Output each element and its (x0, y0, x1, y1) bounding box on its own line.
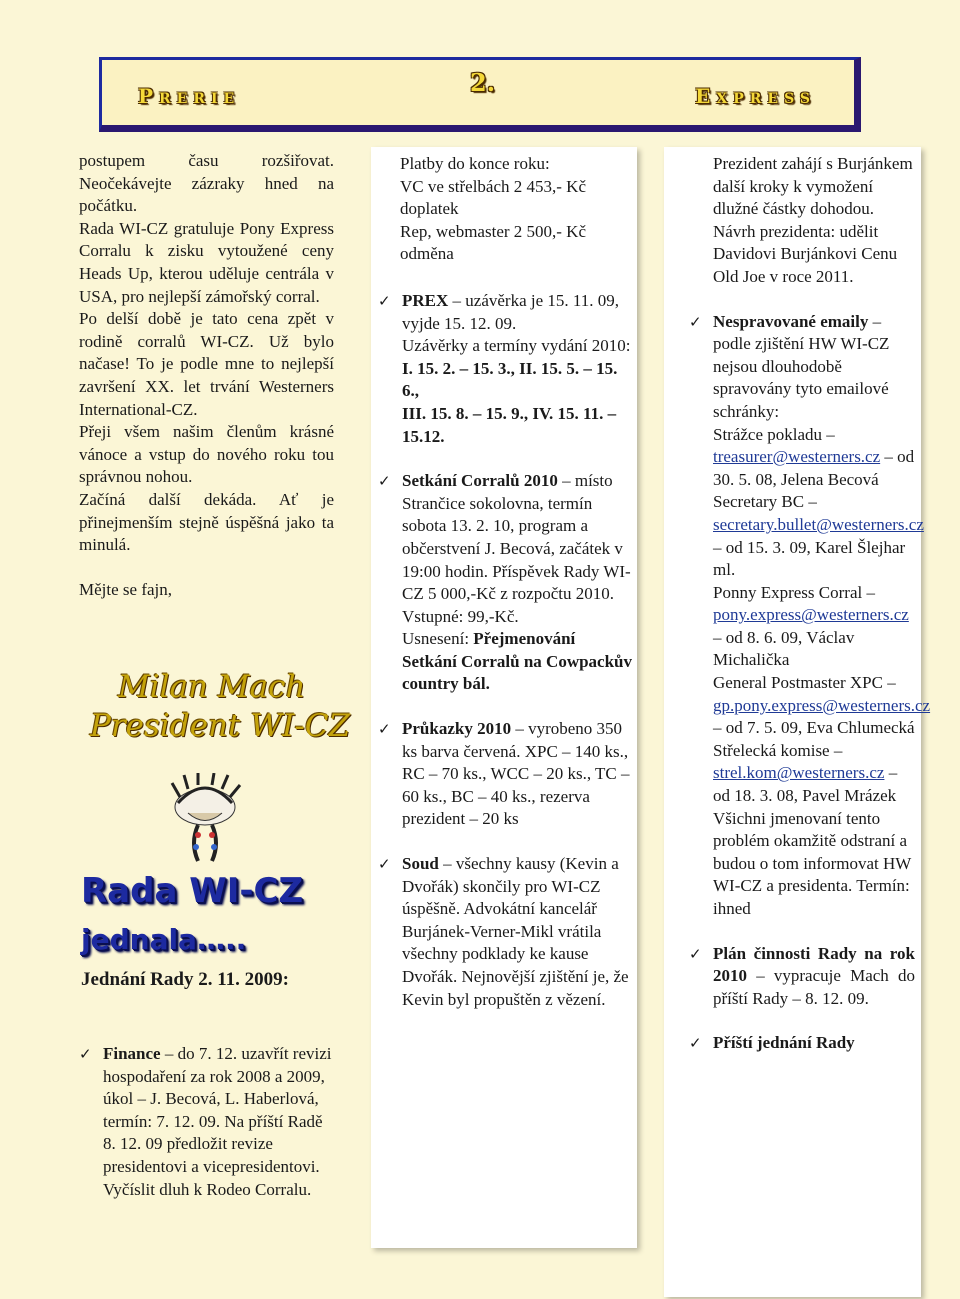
email-note: – od 15. 3. 09, Karel Šlejhar ml. (713, 537, 906, 580)
setkani-item (378, 470, 632, 696)
check-icon: ✓ (689, 312, 702, 331)
finance-item (79, 1043, 339, 1201)
check-icon: ✓ (378, 472, 391, 491)
item-title: Nespravované emaily (713, 311, 869, 331)
issue-number: 2. (470, 68, 496, 97)
email-owner: Ponny Express Corral – (713, 582, 875, 602)
item-text-bold: Přejmenování Setkání Corralů na Cowpackův country bál. (402, 629, 633, 694)
item-text: Všichni jmenovaní tento problém okamžitě odstraní a budou o tom informovat HW WI-CZ a presidenta. Termín: ihned (713, 808, 911, 918)
paragraph: Prezident zahájí s Burjánkem další kroky k vymožení dlužné částky dohodou. Návrh prezidenta: udělit Davidovi Burjánkovi Cenu Old Joe v roce 2011. (713, 154, 913, 286)
header-title-right: Express (695, 84, 816, 108)
soud-item (378, 853, 632, 1011)
email-link[interactable]: treasurer@westerners.cz (713, 447, 881, 467)
item-text: – vyrobeno 350 ks barva červená. XPC – 140 ks., RC – 70 ks., WCC – 20 ks., TC – 60 ks., BC – 40 ks., rezerva prezident – 20 ks (402, 719, 630, 829)
item-text: Vstupné: 99,-Kč. (402, 606, 519, 626)
item-title: Příští jednání Rady (713, 1033, 855, 1053)
item-title: Soud (402, 854, 439, 874)
item-text: – vypracuje Mach do příští Rady – 8. 12. 09. (713, 966, 915, 1008)
email-note: – od 7. 5. 09, Eva Chlumecká (713, 718, 915, 738)
item-title: Finance (103, 1044, 161, 1063)
email-owner: Střelecká komise – (713, 740, 843, 760)
chief-headdress-image (158, 773, 252, 863)
section-subtitle: jednala….. (81, 923, 247, 956)
item-title: Setkání Corralů 2010 (402, 471, 558, 491)
email-owner: Secretary BC – (713, 492, 817, 512)
item-text: III. 15. 8. – 15. 9., IV. 15. 11. – 15.12. (402, 403, 617, 446)
email-owner: Strážce pokladu – (713, 424, 835, 444)
email-note: – od 18. 3. 08, Pavel Mrázek (713, 763, 898, 806)
item-text: – všechny kausy (Kevin a Dvořák) skončily pro WI-CZ úspěšně. Advokátní kancelář Burjánek-Verner-Mikl vrátila všechny podklady ke kause Dvořák. Nejnovější zjištění je, že Kevin byl propuštěn z vězení. (402, 854, 629, 1009)
email-owner: General Postmaster XPC – (713, 673, 896, 693)
column-right (689, 153, 931, 1055)
item-text: – podle zjištění HW WI-CZ nejsou dlouhodobě spravovány tyto emailové schránky: (713, 311, 890, 421)
payments-intro: Platby do konce roku: (400, 154, 550, 173)
item-text: Uzávěrky a termíny vydání 2010: (402, 336, 631, 356)
paragraph: postupem času rozšiřovat. Neočekávejte zázraky hned na počátku. (79, 151, 334, 216)
check-icon: ✓ (689, 944, 702, 963)
item-text: – uzávěrka je 15. 11. 09, vyjde 15. 12. 09. (402, 290, 620, 333)
payment-line: VC ve střelbách 2 453,- Kč doplatek (400, 176, 587, 219)
email-link[interactable]: secretary.bullet@westerners.cz (713, 514, 924, 534)
check-icon: ✓ (378, 291, 391, 310)
signature-name: Milan Mach (118, 669, 306, 705)
item-text: – místo Strančice sokolovna, termín sobota 13. 2. 10, program a občerstvení J. Becová, začátek v 19:00 hodin. Příspěvek Rady WI-CZ 5 000,-Kč z rozpočtu 2010. (402, 471, 631, 604)
email-link[interactable]: gp.pony.express@westerners.cz (713, 695, 931, 715)
check-icon: ✓ (378, 855, 391, 874)
paragraph: Přeji všem našim členům krásné vánoce a vstup do nového roku tou správnou nohou. (79, 422, 334, 487)
item-title: Průkazky 2010 (402, 719, 512, 739)
meeting-title (81, 968, 311, 992)
paragraph: Rada WI-CZ gratuluje Pony Express Corralu k zisku vytoužené ceny Heads Up, kterou uděluje centrála v USA, pro nejlepší zámořský corral. (79, 218, 334, 306)
payment-line: Rep, webmaster 2 500,- Kč odměna (400, 221, 587, 264)
closing-text: Mějte se fajn, (79, 579, 172, 599)
meeting-title-text: Jednání Rady 2. 11. 2009: (81, 969, 289, 990)
paragraph: Po delší době je tato cena zpět v rodině corralů WI-CZ. Už bylo načase! To je podle mne to nejlepší završení XX. let trvání Westerners International-CZ. (79, 309, 334, 419)
paragraph: Začíná další dekáda. Ať je přinejmenším stejně úspěšná jako ta minulá. (79, 489, 334, 555)
emails-item (689, 311, 931, 921)
column-left (79, 150, 334, 601)
section-title: Rada WI-CZ (81, 871, 304, 911)
item-text: Usnesení: (402, 629, 474, 649)
column-middle (378, 153, 633, 1011)
next-meeting-item (689, 1032, 915, 1055)
check-icon: ✓ (378, 720, 391, 739)
header-title-left: Prerie (138, 84, 241, 108)
item-text: – do 7. 12. uzavřít revizi hospodaření za rok 2008 a 2009, úkol – J. Becová, L. Haberlová, termín: 7. 12. 09. Na příští Radě 8. 12. 09 předložit revize presidentovi a vicepresidentovi. Vyčíslit dluh k Rodeo Corralu. (103, 1044, 332, 1199)
prex-item (378, 290, 632, 448)
item-title: Plán činnosti Rady na rok 2010 (713, 943, 915, 986)
prukazky-item (378, 718, 632, 831)
item-text: I. 15. 2. – 15. 3., II. 15. 5. – 15. 6., (402, 358, 618, 401)
check-icon: ✓ (79, 1045, 92, 1063)
item-title: PREX (402, 290, 449, 310)
email-note: – od 30. 5. 08, Jelena Becová (713, 447, 915, 489)
plan-item (689, 943, 915, 1011)
email-link[interactable]: pony.express@westerners.cz (713, 605, 909, 625)
check-icon: ✓ (689, 1034, 702, 1053)
email-link[interactable]: strel.kom@westerners.cz (713, 763, 885, 783)
newsletter-header (99, 57, 861, 132)
signature-title: President WI-CZ (90, 708, 351, 744)
email-note: – od 8. 6. 09, Václav Michalička (713, 627, 855, 670)
